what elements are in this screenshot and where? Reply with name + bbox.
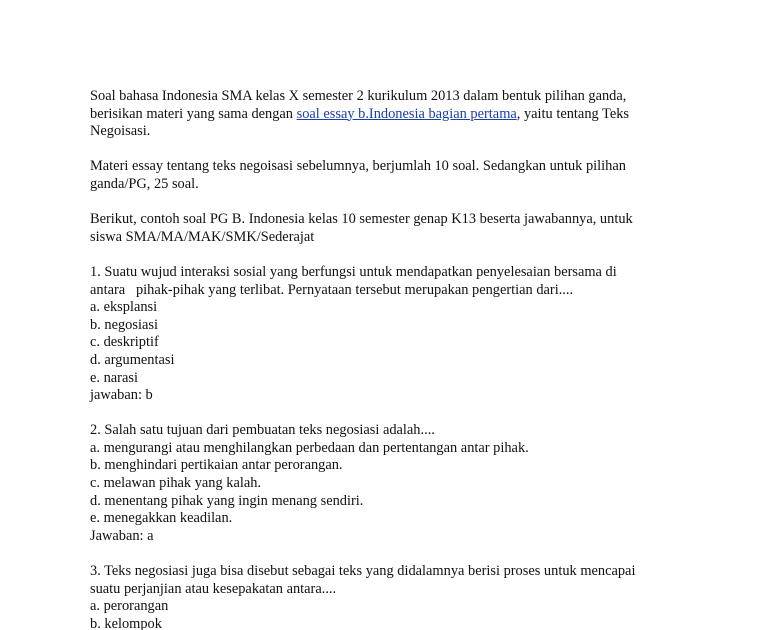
text-segment: , yaitu tentang Teks bbox=[516, 105, 630, 122]
text-line: Berikut, contoh soal PG B. Indonesia kelas 10 semester genap K13 beserta jawabannya, untuk bbox=[90, 211, 633, 228]
answer-option: e. narasi bbox=[90, 369, 138, 386]
answer-option: d. argumentasi bbox=[90, 351, 175, 368]
paragraph-gap bbox=[90, 141, 690, 159]
question-text: 1. Suatu wujud interaksi sosial yang berfungsi untuk mendapatkan penyelesaian bersama di bbox=[90, 263, 617, 280]
document-body bbox=[90, 88, 690, 630]
intro-paragraph-3 bbox=[90, 211, 690, 246]
answer-option: c. deskriptif bbox=[90, 334, 159, 351]
text-line: Negoisasi. bbox=[90, 123, 151, 140]
answer-option: e. menegakkan keadilan. bbox=[90, 510, 233, 527]
paragraph-gap bbox=[90, 545, 690, 563]
answer-option: b. negosiasi bbox=[90, 316, 158, 333]
answer-option: b. menghindari pertikaian antar perorangan. bbox=[90, 457, 343, 474]
text-line: ganda/PG, 25 soal. bbox=[90, 175, 199, 192]
question-text: 2. Salah satu tujuan dari pembuatan teks negosiasi adalah.... bbox=[90, 422, 435, 439]
answer-option: a. perorangan bbox=[90, 598, 169, 615]
intro-paragraph-1 bbox=[90, 88, 690, 141]
soal-essay-link[interactable]: soal essay b.Indonesia bagian pertama bbox=[296, 105, 517, 122]
answer-option: a. eksplansi bbox=[90, 299, 158, 316]
question-1 bbox=[90, 264, 690, 405]
question-text: antara pihak-pihak yang terlibat. Pernyataan tersebut merupakan pengertian dari.... bbox=[90, 281, 574, 298]
answer-option: b. kelompok bbox=[90, 615, 162, 630]
answer-option: a. mengurangi atau menghilangkan perbedaan dan pertentangan antar pihak. bbox=[90, 439, 529, 456]
text-segment: berisikan materi yang sama dengan bbox=[90, 105, 297, 122]
answer-option: d. menentang pihak yang ingin menang sendiri. bbox=[90, 492, 364, 509]
paragraph-gap bbox=[90, 194, 690, 212]
text-line: siswa SMA/MA/MAK/SMK/Sederajat bbox=[90, 228, 315, 245]
text-line: Materi essay tentang teks negoisasi sebelumnya, berjumlah 10 soal. Sedangkan untuk pilihan bbox=[90, 158, 626, 175]
paragraph-gap bbox=[90, 405, 690, 423]
text-line bbox=[90, 106, 690, 124]
paragraph-gap bbox=[90, 246, 690, 264]
question-3 bbox=[90, 563, 690, 630]
answer-key: Jawaban: a bbox=[90, 527, 154, 544]
question-text: 3. Teks negosiasi juga bisa disebut sebagai teks yang didalamnya berisi proses untuk mencapai bbox=[90, 563, 636, 580]
intro-paragraph-2 bbox=[90, 158, 690, 193]
text-line: Soal bahasa Indonesia SMA kelas X semester 2 kurikulum 2013 dalam bentuk pilihan ganda, bbox=[90, 88, 627, 104]
answer-option: c. melawan pihak yang kalah. bbox=[90, 475, 262, 492]
question-2 bbox=[90, 422, 690, 545]
question-text: suatu perjanjian atau kesepakatan antara.... bbox=[90, 580, 337, 597]
answer-key: jawaban: b bbox=[90, 387, 153, 404]
